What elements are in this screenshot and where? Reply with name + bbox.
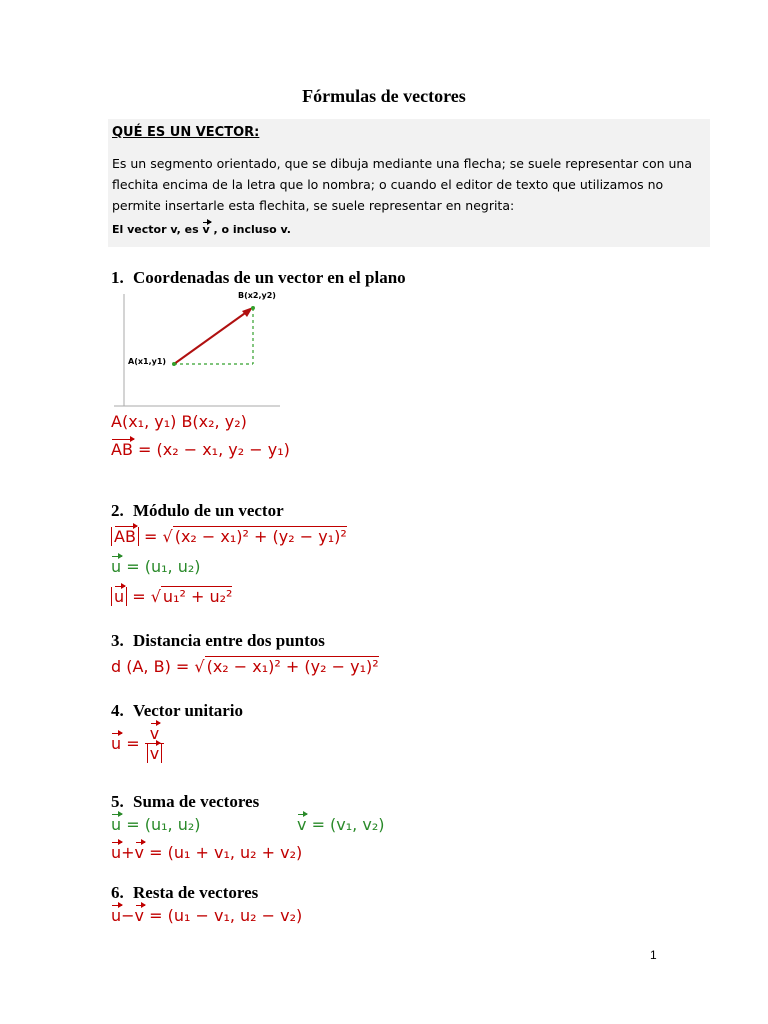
intro-example [112,223,291,236]
point-a [172,362,176,366]
section-title: Coordenadas de un vector en el plano [133,268,406,287]
vector-u: u [114,587,125,606]
vector-v: v [149,744,160,763]
module-bars [111,527,139,546]
formula-points: A(x₁, y₁) B(x₂, y₂) [111,412,247,431]
intro-example-b: , o incluso v. [213,223,291,236]
formula-ab-rhs: = (x₂ − x₁, y₂ − y₁) [138,440,290,459]
unit-fraction [145,724,164,763]
module-eq-sqrt: = √ [144,527,173,546]
distance-radicand: (x₂ − x₁)² + (y₂ − y₁)² [206,657,379,676]
section-number: 3. [111,631,124,650]
vector-ab: AB [111,440,133,459]
section-title: Módulo de un vector [133,501,284,520]
section-number: 6. [111,883,124,902]
fraction-denominator [145,744,164,763]
vector-v: v [134,843,145,862]
formula-module-ab [111,526,347,546]
minus-sign: − [121,906,135,925]
module-radicand: (x₂ − x₁)² + (y₂ − y₁)² [174,527,347,546]
module-u-eq-sqrt: = √ [132,587,161,606]
section-heading-6 [111,883,258,903]
distance-lhs: d (A, B) = √ [111,657,205,676]
formula-u-components [111,815,201,834]
point-b [251,306,255,310]
vector-v: v [297,815,307,834]
vector-diagram [110,288,290,410]
vector-u: u [111,906,122,925]
module-u-radicand: u₁² + u₂² [162,587,233,606]
intro-box [108,119,710,247]
section-heading-3 [111,631,325,651]
intro-heading: QUÉ ES UN VECTOR: [112,125,260,140]
page-number: 1 [650,948,657,962]
formula-unit-vector [111,724,164,763]
section-title: Suma de vectores [133,792,260,811]
v-components-rhs: = (v₁, v₂) [311,815,385,834]
vector-v: v [134,906,145,925]
module-bars [111,587,127,606]
intro-example-vector: v [202,223,210,236]
intro-example-a: El vector v, es [112,223,199,236]
section-heading-1 [111,268,406,288]
formula-u-def [111,557,201,576]
formula-sum [111,843,302,862]
formula-ab-components [111,440,290,459]
section-number: 2. [111,501,124,520]
intro-paragraph: Es un segmento orientado, que se dibuja mediante una flecha; se suele representar con una flechita encima de la letra que lo nombra; o cuando el editor de texto que utilizamos no permite insertarle esta flechita, se suele representar en negrita: [112,156,692,213]
u-def-rhs: = (u₁, u₂) [126,557,201,576]
section-number: 5. [111,792,124,811]
section-heading-5 [111,792,259,812]
section-title: Distancia entre dos puntos [133,631,325,650]
formula-module-u [111,586,232,606]
unit-eq: = [126,734,140,753]
vector-v: v [149,724,160,743]
plus-sign: + [121,843,135,862]
vector-ab: AB [114,527,136,546]
section-number: 4. [111,701,124,720]
formula-v-components [297,815,384,834]
section-heading-2 [111,501,284,521]
module-bars [147,744,162,763]
difference-rhs: = (u₁ − v₁, u₂ − v₂) [149,906,303,925]
vector-u: u [111,557,122,576]
vector-u: u [111,843,122,862]
section-number: 1. [111,268,124,287]
vector-u: u [111,734,122,753]
fraction-numerator [145,724,164,744]
document-title: Fórmulas de vectores [302,86,466,106]
u-components-rhs: = (u₁, u₂) [126,815,201,834]
section-heading-4 [111,701,243,721]
point-a-label: A(x1,y1) [128,357,167,366]
section-title: Resta de vectores [133,883,259,902]
vector-u: u [111,815,122,834]
formula-difference [111,906,302,925]
sum-rhs: = (u₁ + v₁, u₂ + v₂) [149,843,303,862]
point-b-label: B(x2,y2) [238,291,276,300]
formula-distance [111,656,379,676]
vector-arrow-line [174,311,248,364]
section-title: Vector unitario [133,701,244,720]
